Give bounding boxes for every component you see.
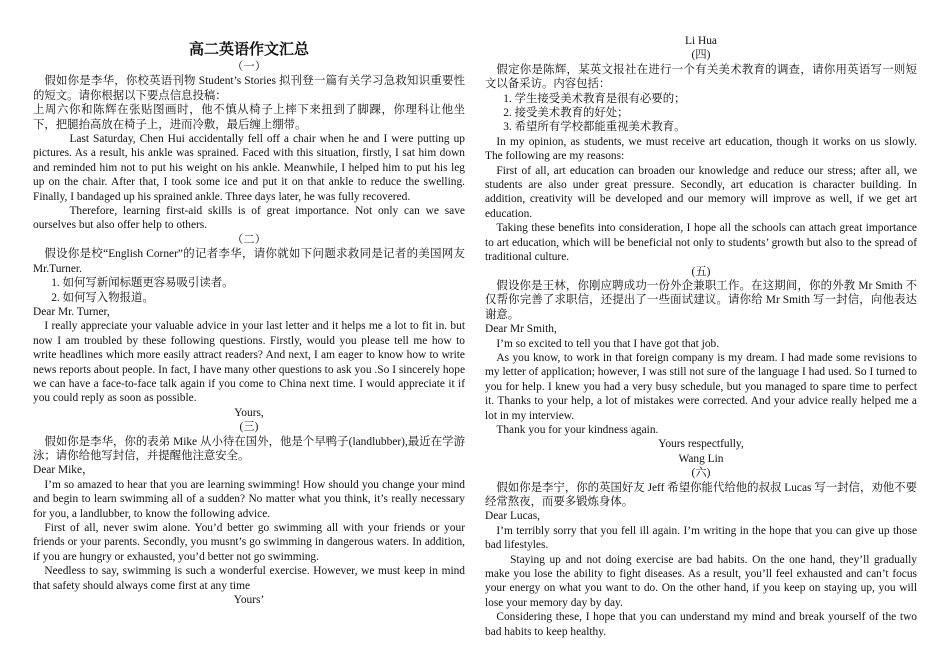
section-2-closing: Yours,: [234, 406, 264, 419]
section-5-heading: (五): [691, 265, 711, 278]
section-4-prompt: 假定你是陈辉，某英文报社在进行一个有关美术教育的调查，请你用英语写一则短文以备采访。内容包括：: [485, 63, 917, 91]
section-3-salutation: Dear Mike，: [33, 464, 94, 477]
section-3-heading: (三): [239, 421, 259, 434]
section-3-para-2: First of all, never swim alone. You’d better go swimming all with your friends or your friends or your parents. Secondly, you musnt’s go swimming in dangerous waters. In addition, if you are hungry or exhausted, you’d better not go swimming.: [33, 522, 465, 563]
section-6-para-1: I’m terribly sorry that you fell ill again. I’m writing in the hope that you can give up those bad lifestyles.: [485, 524, 917, 552]
section-1-para-2: Therefore, learning first-aid skills is of great importance. Not only can we save ourselves but also offer help to others.: [33, 205, 465, 232]
section-2-prompt: 假设你是校“English Corner”的记者李华，请你就如下问题求救同是记者的美国网友 Mr.Turner.: [33, 248, 465, 275]
section-4-para-1: In my opinion, as students, we must receive art education, though it works on us slowly. The following are my reasons:: [485, 135, 917, 163]
left-column: [33, 0, 465, 607]
section-1-para-1: Last Saturday, Chen Hui accidentally fell off a chair when he and I were putting up pictures. As a result, his ankle was sprained. Faced with this situation, firstly, I sat him down and reminded him not to put his weight on his ankle. Meanwhile, I helped him to put his leg up on the chair. After that, I took some ice and put it on that ankle to reduce the swelling. Finally, I bandaged up his sprained ankle. Three days later, he was fully recovered.: [33, 133, 465, 203]
section-2-body: I really appreciate your valuable advice in your last letter and it helps me a lot to fit in. but now I am troubled by these following questions. Firstly, would you please tell me how to write headlines which more easily attract readers? And next, I am eager to know how to write news reports about people. In fact, I have many other questions to ask you .So I sincerely hope we can have a face-to-face talk again if you come to China next time. I would appreciate it if you could reply as soon as possible.: [33, 320, 465, 405]
section-6-salutation: Dear Lucas,: [485, 510, 541, 523]
section-1-info: 上周六你和陈辉在张贴图画时，他不慎从椅子上摔下来扭到了脚踝，你理科让他坐下，把腿抬高放在椅子上，进而冷敷，最后缠上绷带。: [33, 104, 465, 131]
section-5-para-2: As you know, to work in that foreign company is my dream. I had made some revisions to my letter of application; however, I was still not sure of the language I had used. So I turned to you for help. I knew you had a very busy schedule, but you managed to spare time to perfect it. Thanks to your help, a lot of mistakes were corrected. And your advice really helped me a lot in my interview.: [485, 351, 917, 422]
section-3-prompt: 假如你是李华，你的表弟 Mike 从小待在国外，他是个早鸭子(landlubber),最近在学游泳；请你给他写封信，并提醒他注意安全。: [33, 435, 465, 462]
section-2-item-1: 1. 如何写新闻标题更容易吸引读者。: [51, 277, 234, 290]
section-4-heading: (四): [691, 49, 711, 62]
section-2-salutation: Dear Mr. Turner,: [33, 305, 110, 318]
section-4-para-2: First of all, art education can broaden our knowledge and reduce our stress; after all, we students are also under great pressure. Secondly, art education is character building. In addition, creativity will be developed and our memory will improve as well, if we get art education.: [485, 164, 917, 220]
section-6-prompt: 假如你是李宁，你的英国好友 Jeff 希望你能代给他的叔叔 Lucas 写一封信，劝他不要经常熬夜，而要多锻炼身体。: [485, 481, 917, 508]
page-title: 高二英语作文汇总: [188, 42, 309, 58]
section-2-heading: （二）: [231, 233, 267, 246]
section-1-heading: （一）: [231, 61, 267, 73]
section-5-para-3: Thank you for your kindness again.: [496, 423, 659, 436]
section-5-closing: Yours respectfully,: [658, 438, 744, 451]
section-6-heading: (六): [691, 467, 711, 480]
section-1-prompt: 假如你是李华，你校英语刊物 Student’s Stories 拟刊登一篇有关学习急救知识重要性的短文。请你根据以下要点信息投稿：: [33, 75, 465, 102]
section-4-item-1: 1. 学生接受美术教育是很有必要的；: [503, 92, 686, 105]
section-5-salutation: Dear Mr Smith,: [485, 323, 557, 336]
section-5-signature: Wang Lin: [678, 452, 724, 465]
section-4-item-3: 3. 希望所有学校都能重视美术教育。: [503, 121, 686, 134]
right-column: [485, 34, 917, 639]
section-3-para-1: I’m so amazed to hear that you are learning swimming! How should you change your mind and begin to learn swimming all of a sudden? No matter what you think, it’s really necessary for you, a landlubber, to know the following advice.: [33, 478, 465, 520]
section-6-para-2: Staying up and not doing exercise are bad habits. On the one hand, they’ll gradually make you lose the ability to fight diseases. As a result, you’ll feel exhausted and can’t focus your energy on what you want to do. On the other hand, if you keep on staying up, you will lose your memory day by day.: [485, 553, 917, 609]
section-2-item-2: 2. 如何写入物报道。: [51, 291, 154, 304]
section-4-para-3: Taking these benefits into consideration, I hope all the schools can attach great importance to art education, which will be beneficial not only to students’ growth but also to the spread of traditional culture.: [485, 222, 917, 264]
section-6-para-3: Considering these, I hope that you can understand my mind and break yourself of the two bad habits to keep healthy.: [485, 611, 917, 638]
section-3-closing: Yours’: [233, 594, 265, 607]
section-5-para-1: I’m so excited to tell you that I have got that job.: [496, 337, 720, 350]
section-3-para-3: Needless to say, swimming is such a wonderful exercise. However, we must keep in mind that safety should always come first at any time: [33, 565, 465, 592]
section-3-signature: Li Hua: [685, 35, 717, 47]
section-5-prompt: 假设你是王林，你刚应聘成功一份外企兼职工作。在这期间，你的外教 Mr Smith 不仅帮你完善了求职信，还提出了一些面试建议。请你给 Mr Smith 写一封信，向他表达谢意。: [485, 279, 917, 321]
section-4-item-2: 2. 接受美术教育的好处；: [503, 107, 629, 120]
